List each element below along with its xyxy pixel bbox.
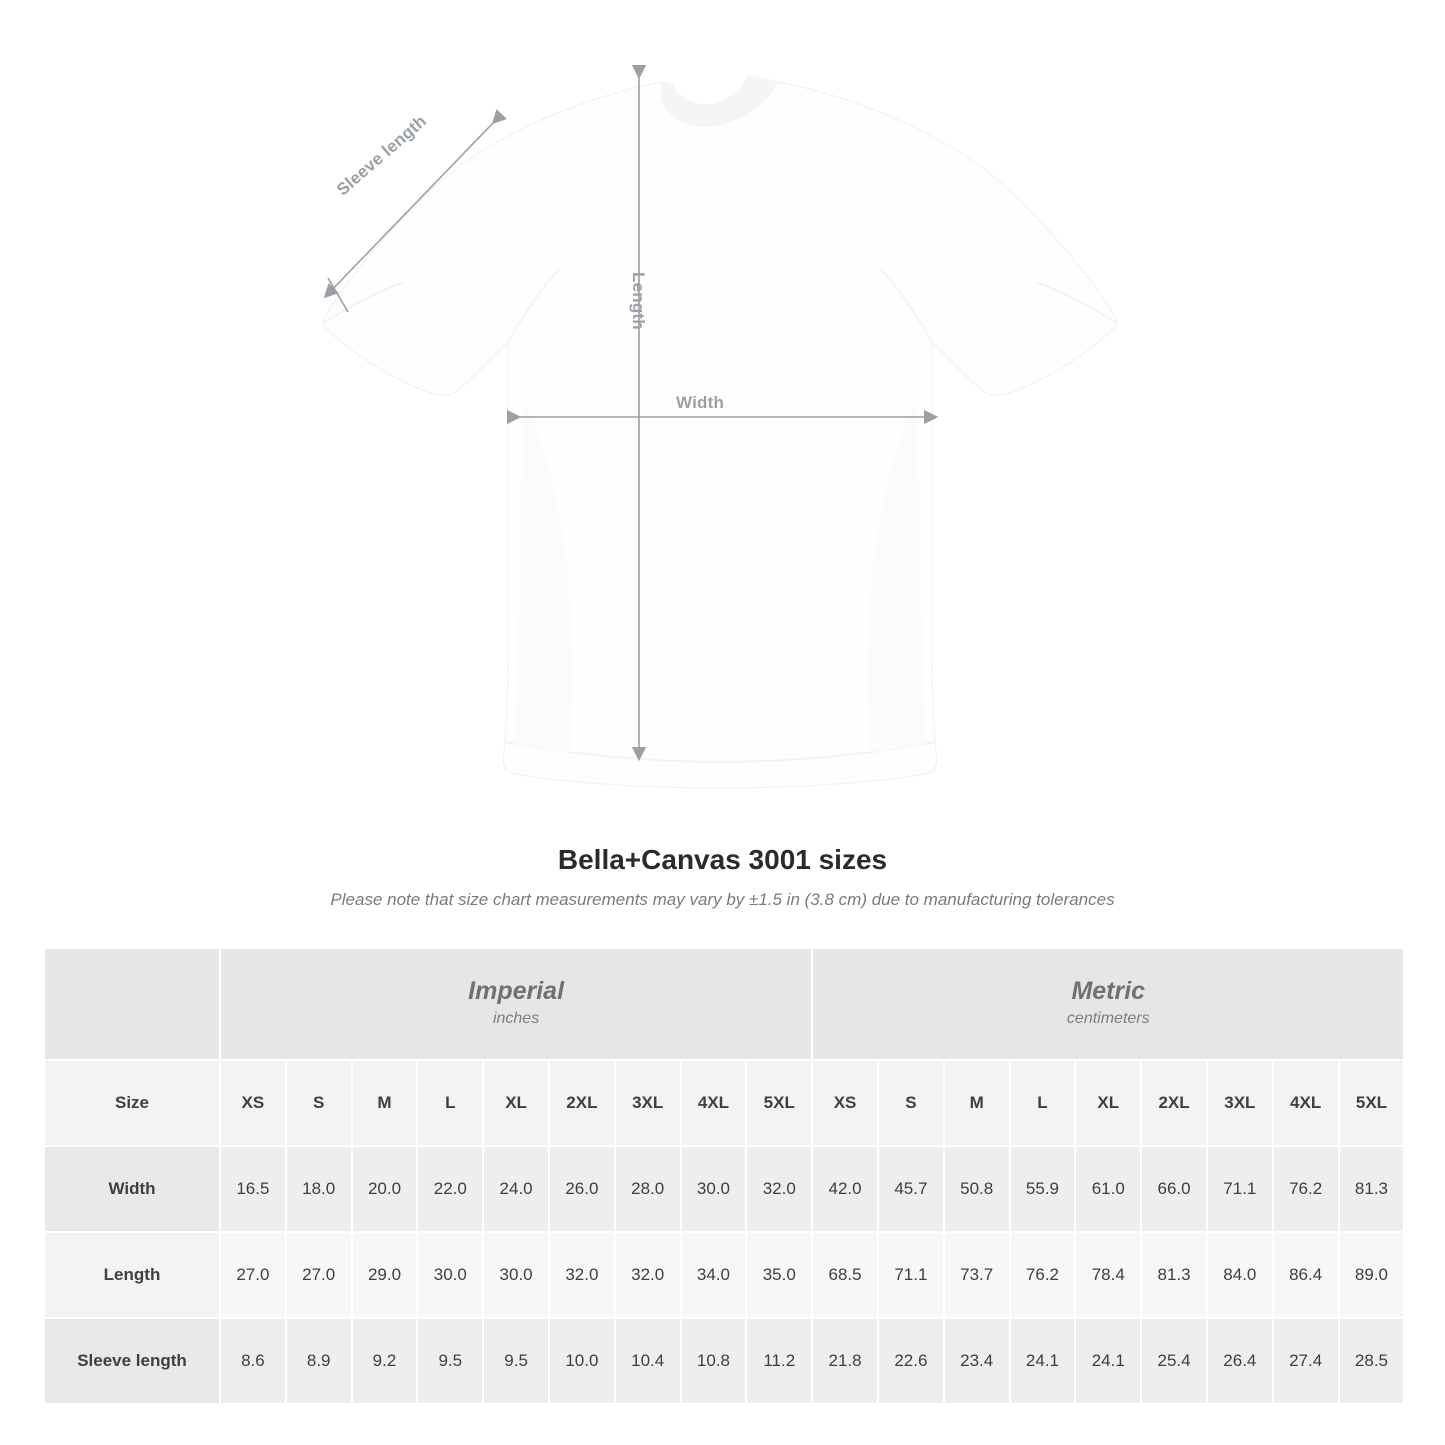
row-label-width: Width: [44, 1146, 220, 1232]
unit-group-imperial: [220, 948, 812, 1060]
cell-length-0: 27.0: [220, 1232, 286, 1318]
cell-length-12: 76.2: [1010, 1232, 1076, 1318]
unit-group-metric: [812, 948, 1404, 1060]
sleeve-length-label: Sleeve length: [333, 111, 431, 200]
cell-sleeve-9: 21.8: [812, 1318, 878, 1404]
cell-sleeve-11: 23.4: [944, 1318, 1010, 1404]
width-label: Width: [676, 393, 725, 412]
title-block: [0, 844, 1445, 910]
cell-length-17: 89.0: [1339, 1232, 1405, 1318]
cell-width-4: 24.0: [483, 1146, 549, 1232]
col-header-s-metric: S: [878, 1060, 944, 1146]
cell-width-10: 45.7: [878, 1146, 944, 1232]
cell-sleeve-15: 26.4: [1207, 1318, 1273, 1404]
cell-width-8: 32.0: [746, 1146, 812, 1232]
cell-length-7: 34.0: [681, 1232, 747, 1318]
cell-width-0: 16.5: [220, 1146, 286, 1232]
table-row-sleeve-length: [44, 1318, 1404, 1404]
cell-sleeve-2: 9.2: [352, 1318, 418, 1404]
cell-width-12: 55.9: [1010, 1146, 1076, 1232]
unit-group-imperial-name: Imperial: [468, 976, 565, 1005]
cell-sleeve-7: 10.8: [681, 1318, 747, 1404]
cell-sleeve-13: 24.1: [1075, 1318, 1141, 1404]
cell-width-17: 81.3: [1339, 1146, 1405, 1232]
unit-group-imperial-sub: inches: [492, 1009, 540, 1027]
col-header-xs-metric: XS: [812, 1060, 878, 1146]
col-header-m-metric: M: [944, 1060, 1010, 1146]
cell-width-14: 66.0: [1141, 1146, 1207, 1232]
cell-length-15: 84.0: [1207, 1232, 1273, 1318]
col-header-xs-imperial: XS: [220, 1060, 286, 1146]
cell-sleeve-12: 24.1: [1010, 1318, 1076, 1404]
cell-width-6: 28.0: [615, 1146, 681, 1232]
unit-spacer-cell: [44, 948, 220, 1060]
cell-width-2: 20.0: [352, 1146, 418, 1232]
cell-width-5: 26.0: [549, 1146, 615, 1232]
col-header-3xl-imperial: 3XL: [615, 1060, 681, 1146]
cell-sleeve-17: 28.5: [1339, 1318, 1405, 1404]
size-header-row: [44, 1060, 1404, 1146]
col-header-m-imperial: M: [352, 1060, 418, 1146]
cell-width-15: 71.1: [1207, 1146, 1273, 1232]
cell-width-7: 30.0: [681, 1146, 747, 1232]
tolerance-note: Please note that size chart measurements may vary by ±1.5 in (3.8 cm) due to manufacturing tolerances: [330, 890, 1115, 909]
col-header-s-imperial: S: [286, 1060, 352, 1146]
cell-sleeve-8: 11.2: [746, 1318, 812, 1404]
cell-width-3: 22.0: [417, 1146, 483, 1232]
table-row-width: [44, 1146, 1404, 1232]
col-header-5xl-imperial: 5XL: [746, 1060, 812, 1146]
row-label-length: Length: [44, 1232, 220, 1318]
cell-width-11: 50.8: [944, 1146, 1010, 1232]
cell-length-10: 71.1: [878, 1232, 944, 1318]
unit-group-metric-name: Metric: [1071, 976, 1146, 1005]
cell-sleeve-6: 10.4: [615, 1318, 681, 1404]
row-header-size: Size: [44, 1060, 220, 1146]
cell-length-8: 35.0: [746, 1232, 812, 1318]
unit-group-metric-sub: centimeters: [1066, 1009, 1150, 1027]
cell-sleeve-1: 8.9: [286, 1318, 352, 1404]
cell-sleeve-16: 27.4: [1273, 1318, 1339, 1404]
cell-width-9: 42.0: [812, 1146, 878, 1232]
col-header-2xl-metric: 2XL: [1141, 1060, 1207, 1146]
row-label-sleeve-length: Sleeve length: [44, 1318, 220, 1404]
cell-length-16: 86.4: [1273, 1232, 1339, 1318]
cell-length-3: 30.0: [417, 1232, 483, 1318]
col-header-5xl-metric: 5XL: [1339, 1060, 1405, 1146]
col-header-3xl-metric: 3XL: [1207, 1060, 1273, 1146]
cell-width-16: 76.2: [1273, 1146, 1339, 1232]
cell-length-14: 81.3: [1141, 1232, 1207, 1318]
col-header-2xl-imperial: 2XL: [549, 1060, 615, 1146]
col-header-xl-imperial: XL: [483, 1060, 549, 1146]
cell-length-2: 29.0: [352, 1232, 418, 1318]
col-header-l-metric: L: [1010, 1060, 1076, 1146]
cell-length-5: 32.0: [549, 1232, 615, 1318]
size-table: [43, 947, 1405, 1405]
cell-length-4: 30.0: [483, 1232, 549, 1318]
col-header-4xl-metric: 4XL: [1273, 1060, 1339, 1146]
cell-sleeve-14: 25.4: [1141, 1318, 1207, 1404]
length-label: Length: [629, 272, 648, 330]
cell-length-9: 68.5: [812, 1232, 878, 1318]
col-header-xl-metric: XL: [1075, 1060, 1141, 1146]
col-header-4xl-imperial: 4XL: [681, 1060, 747, 1146]
cell-sleeve-5: 10.0: [549, 1318, 615, 1404]
cell-sleeve-10: 22.6: [878, 1318, 944, 1404]
cell-length-11: 73.7: [944, 1232, 1010, 1318]
page-title: Bella+Canvas 3001 sizes: [557, 844, 888, 875]
cell-sleeve-3: 9.5: [417, 1318, 483, 1404]
cell-length-13: 78.4: [1075, 1232, 1141, 1318]
col-header-l-imperial: L: [417, 1060, 483, 1146]
cell-width-1: 18.0: [286, 1146, 352, 1232]
cell-sleeve-4: 9.5: [483, 1318, 549, 1404]
cell-width-13: 61.0: [1075, 1146, 1141, 1232]
table-row-length: [44, 1232, 1404, 1318]
cell-length-6: 32.0: [615, 1232, 681, 1318]
cell-sleeve-0: 8.6: [220, 1318, 286, 1404]
cell-length-1: 27.0: [286, 1232, 352, 1318]
size-table-container: [43, 947, 1403, 1405]
unit-group-row: [44, 948, 1404, 1060]
